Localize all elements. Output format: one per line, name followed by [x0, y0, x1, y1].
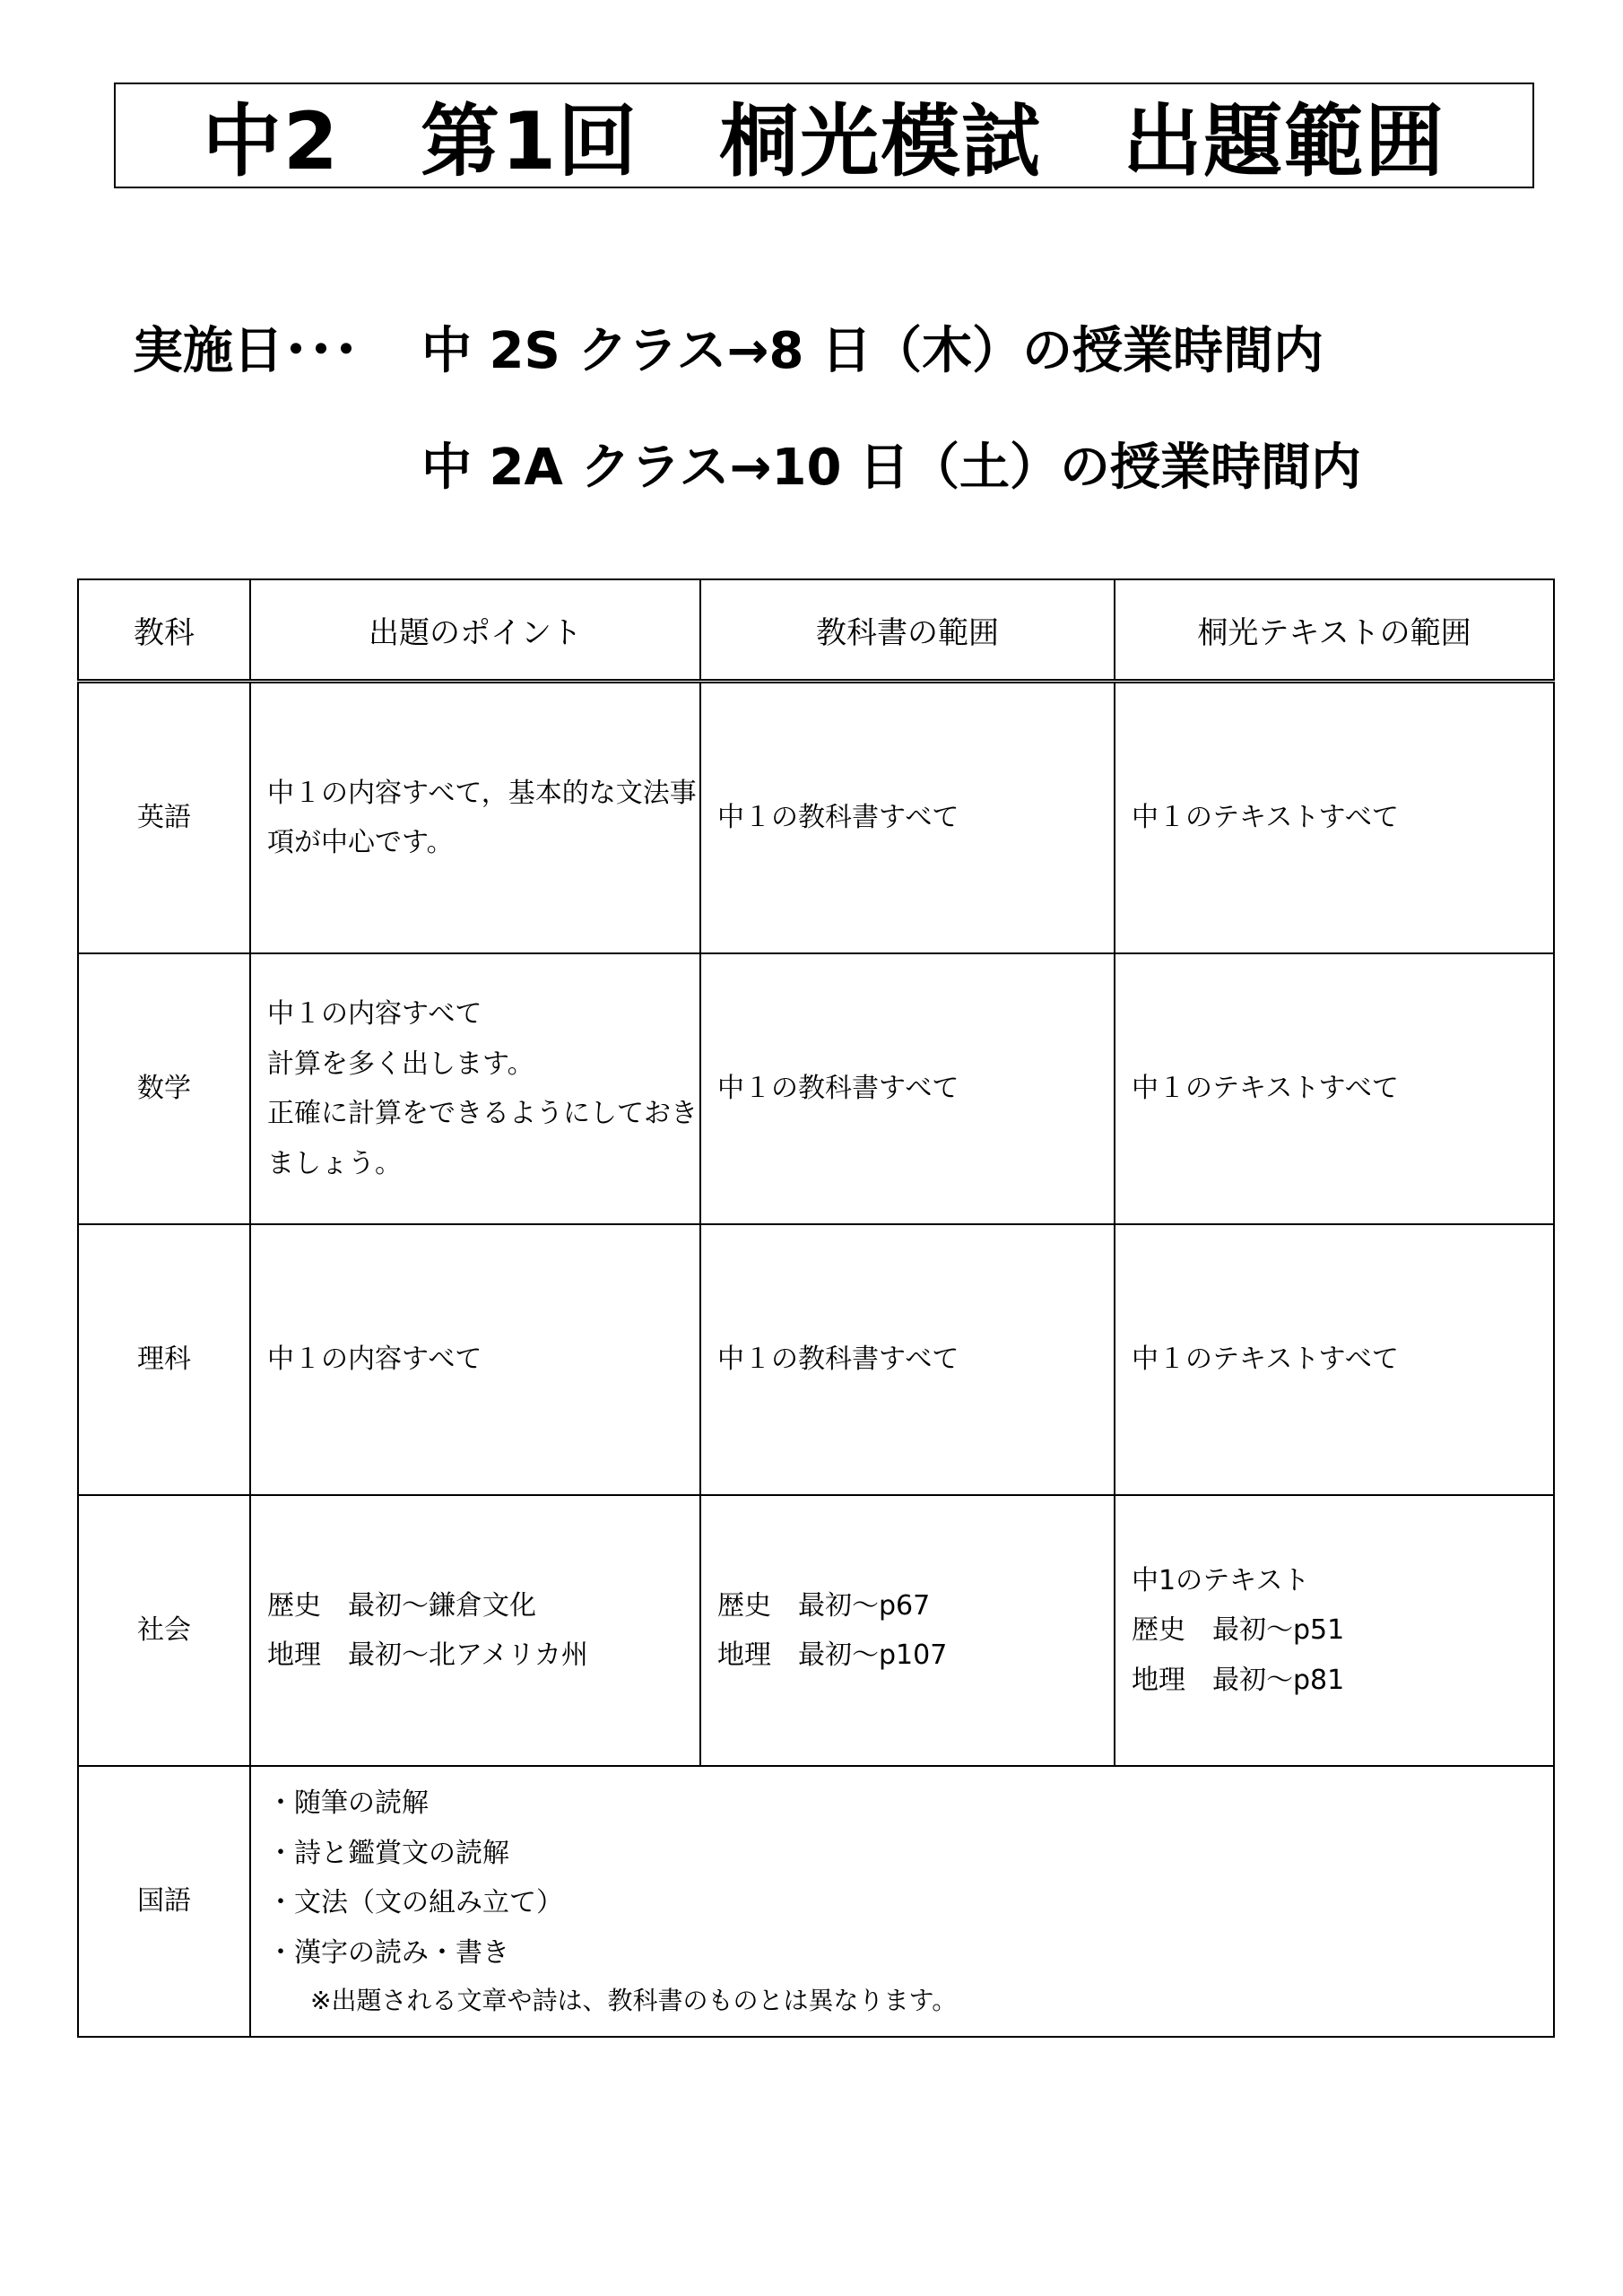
subject-math: 数学: [78, 953, 250, 1224]
textbook-english: 中１の教科書すべて: [700, 682, 1115, 954]
point-math: 中１の内容すべて 計算を多く出します。 正確に計算をできるようにしておき ましょう。: [250, 953, 700, 1224]
page-title: 中2 第1回 桐光模試 出題範囲: [202, 95, 1446, 187]
toko-text-science: 中１のテキストすべて: [1115, 1224, 1554, 1495]
point-english: 中１の内容すべて，基本的な文法事 項が中心です。: [250, 682, 700, 954]
japanese-note: ※出題される文章や詩は、教科書のものとは異なります。: [310, 1986, 958, 2016]
schedule-2a: 中 2A クラス→10 日（土）の授業時間内: [421, 439, 1361, 497]
table-header-row: [78, 579, 1554, 682]
header-subject: 教科: [78, 579, 250, 682]
point-social: 歴史 最初～鎌倉文化 地理 最初～北アメリカ州: [250, 1495, 700, 1766]
header-textbook: 教科書の範囲: [700, 579, 1115, 682]
table-row-math: [78, 953, 1554, 1224]
exam-range-table: [77, 578, 1555, 2038]
header-point: 出題のポイント: [250, 579, 700, 682]
subject-social: 社会: [78, 1495, 250, 1766]
table-row-japanese: [78, 1766, 1554, 2037]
schedule-label: 実施日･･･: [133, 322, 359, 380]
schedule-2s: 中 2S クラス→8 日（木）の授業時間内: [421, 322, 1324, 380]
toko-text-english: 中１のテキストすべて: [1115, 682, 1554, 954]
subject-english: 英語: [78, 682, 250, 954]
subject-japanese: 国語: [78, 1766, 250, 2037]
table-row-science: [78, 1224, 1554, 1495]
table-row-english: [78, 682, 1554, 954]
textbook-science: 中１の教科書すべて: [700, 1224, 1115, 1495]
point-japanese: ・随筆の読解 ・詩と鑑賞文の読解 ・文法（文の組み立て） ・漢字の読み・書き ※出題される文章や詩は、教科書のものとは異なります。: [250, 1766, 1554, 2037]
textbook-social: 歴史 最初～p67 地理 最初～p107: [700, 1495, 1115, 1766]
toko-text-math: 中１のテキストすべて: [1115, 953, 1554, 1224]
subject-science: 理科: [78, 1224, 250, 1495]
toko-text-social: 中1のテキスト 歴史 最初～p51 地理 最初～p81: [1115, 1495, 1554, 1766]
schedule-row-2a: [133, 405, 1478, 522]
header-toko-text: 桐光テキストの範囲: [1115, 579, 1554, 682]
title-box: [114, 83, 1534, 188]
table-row-social: [78, 1495, 1554, 1766]
schedule-row-2s: [133, 289, 1478, 405]
point-science: 中１の内容すべて: [250, 1224, 700, 1495]
exam-schedule: [133, 289, 1478, 522]
textbook-math: 中１の教科書すべて: [700, 953, 1115, 1224]
